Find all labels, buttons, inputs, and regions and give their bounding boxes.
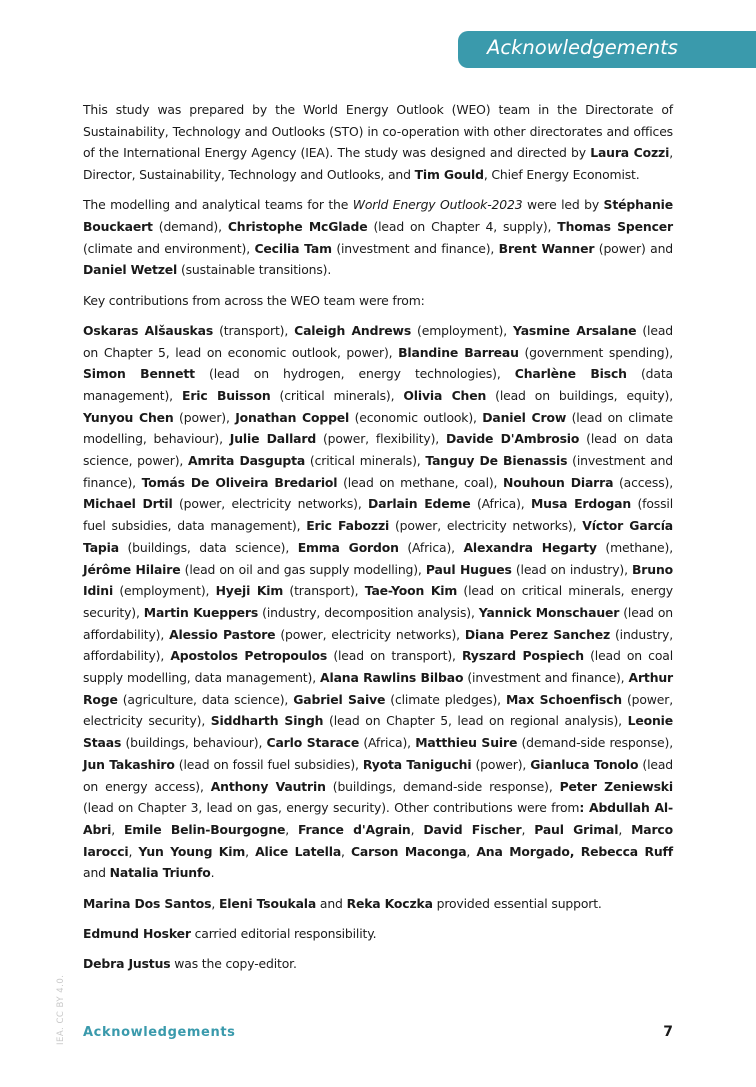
text-run: (agriculture, data science), [117,691,294,707]
name-text: Carson Maconga [350,843,467,859]
text-run: (lead on oil and gas supply modelling), [180,561,426,577]
name-text: Tomás De Oliveira Bredariol [141,474,338,490]
name-text: Michael Drtil [83,496,173,512]
text-run: , [521,822,535,837]
text-run: (buildings, behaviour), [121,735,267,751]
name-text: Bruno Idini [83,561,673,599]
name-text: Yunyou Chen [83,409,174,425]
text-run: (methane), [596,539,674,555]
name-text: Reka Koczka [346,895,433,911]
text-run: (transport), [213,322,295,338]
text-run: (critical minerals), [270,387,404,403]
text-run: (power, electricity networks), [389,518,583,534]
name-text: Apostolos Petropoulos [170,648,328,664]
text-run: , [128,843,139,859]
name-text: France d'Agrain [298,822,411,837]
name-text: Ryota Taniguchi [362,756,472,772]
paragraph [83,953,673,975]
text-run: (sustainable transitions). [177,262,332,278]
name-text: Martin Kueppers [143,604,259,620]
paragraph [83,99,673,186]
name-text: Jonathan Coppel [235,409,350,425]
paragraph [83,290,673,312]
name-text: Yun Young Kim [138,843,246,859]
text-run: (investment and finance), [331,240,499,256]
name-text: Marco Iarocci [83,822,673,859]
text-run: (access), [613,474,673,490]
text-run: (power, electricity networks), [275,626,465,642]
name-text: Laura Cozzi [590,145,670,161]
text-run: (lead on Chapter 4, supply), [367,219,558,235]
name-text: Eric Buisson [182,387,271,403]
name-text: Davide D'Ambrosio [445,431,580,447]
name-text: Peter Zeniewski [559,778,673,794]
text-run: . [210,865,215,881]
text-run: (industry, affordability), [83,626,674,664]
name-text: Alessio Pastore [169,626,276,642]
text-run: (demand-side response), [517,735,674,751]
name-text: Abdullah Al-Abri [83,800,673,837]
name-text: Ryszard Pospiech [461,648,584,664]
name-text: Ana Morgado, Rebecca Ruff [476,843,674,859]
text-run: (lead on industry), [511,561,633,577]
text-run: (lead on fossil fuel subsidies), [174,756,363,772]
name-text: Tanguy De Bienassis [425,453,568,469]
name-text: Yannick Monschauer [478,604,620,620]
name-text: Amrita Dasgupta [188,453,306,469]
text-run: and [316,895,347,911]
text-run: (transport), [283,583,365,599]
text-run: (Africa), [470,496,531,512]
name-text: Yasmine Arsalane [513,322,637,338]
name-text: Paul Grimal [534,822,619,837]
text-run: (lead on Chapter 5, lead on regional analysis), [323,713,628,729]
name-text: Simon Bennett [83,366,195,382]
name-text: Debra Justus [83,956,171,972]
name-text: Julie Dallard [229,431,317,447]
name-text: Cecilia Tam [254,240,332,256]
name-text: Natalia Triunfo [109,865,211,881]
name-text: David Fischer [423,822,522,837]
text-run: (lead on hydrogen, energy technologies), [194,366,515,382]
text-run: provided essential support. [432,895,602,911]
text-run: (fossil fuel subsidies, data management), [83,496,673,534]
name-text: Nouhoun Diarra [503,474,614,490]
name-text: Daniel Wetzel [83,262,178,278]
text-run: was the copy-editor. [170,956,297,972]
text-run: The modelling and analytical teams for the [83,197,353,213]
name-text: Víctor García Tapia [83,518,674,555]
name-text: Stéphanie Bouckaert [83,197,673,235]
text-run: (lead on data science, power), [83,431,674,469]
text-run: , [285,822,298,837]
name-text: Jérôme Hilaire [83,561,181,577]
name-text: : [579,800,589,816]
text-run: (lead on critical minerals, energy security), [83,583,673,620]
text-run: , Director, Sustainability, Technology and Outlooks, and [83,145,673,183]
text-run: , [211,895,219,911]
text-run: (investment and finance), [463,670,629,686]
name-text: Carlo Starace [266,735,360,751]
name-text: Anthony Vautrin [210,778,326,794]
paragraph [83,923,673,945]
name-text: Hyeji Kim [215,583,284,599]
name-text: Eric Fabozzi [306,518,390,534]
text-run: (Africa), [398,539,464,555]
text-run: (lead on affordability), [83,604,674,642]
name-text: Alice Latella [255,843,342,859]
text-run: , [245,843,256,859]
name-text: Siddharth Singh [210,713,324,729]
text-run: (industry, decomposition analysis), [258,604,479,620]
name-text: Emile Belin-Bourgogne [123,822,286,837]
section-header-tab [458,31,756,68]
text-run: , [410,822,424,837]
text-run: (economic outlook), [349,409,483,425]
text-run: and [83,865,110,881]
text-run: carried editorial responsibility. [190,925,377,941]
text-run: (lead on energy access), [83,756,674,794]
name-text: Gianluca Tonolo [530,756,639,772]
text-run: (climate pledges), [385,691,506,707]
section-title: Acknowledgements [487,36,678,59]
text-run: (employment), [411,322,514,338]
text-run: Key contributions from across the WEO team were from: [83,292,425,308]
license-watermark: IEA. CC BY 4.0. [56,974,66,1045]
text-run: (buildings, demand-side response), [325,778,560,794]
text-run: , [466,843,477,859]
name-text: Oskaras Alšauskas [83,322,214,338]
name-text: Blandine Barreau [398,344,519,360]
text-run: were led by [522,197,604,213]
text-run: (power, electricity networks), [172,496,369,512]
text-run: , [111,822,124,837]
text-run: , [341,843,351,859]
name-text: Edmund Hosker [83,925,191,941]
text-run: (power), [173,409,236,425]
text-run: (demand), [152,219,228,235]
name-text: Gabriel Saive [293,691,386,707]
name-text: Marina Dos Santos [83,895,212,911]
text-run: (power, flexibility), [316,431,446,447]
text-run: (power, electricity security), [83,691,673,729]
name-text: Max Schoenfisch [505,691,622,707]
paragraph [83,320,673,884]
name-text: Emma Gordon [297,539,399,555]
name-text: Tae-Yoon Kim [364,583,458,599]
text-run: This study was prepared by the World Energy Outlook (WEO) team in the Directorate of Sustainability, Technology and Outlooks (STO) in co-operation with other directorates and offices of the International Energy Agency (IEA). The study was designed and directed by [83,102,673,161]
text-run: (power) and [594,240,674,256]
name-text: Eleni Tsoukala [218,895,317,911]
name-text: Alana Rawlins Bilbao [320,670,464,686]
name-text: Leonie Staas [83,713,674,751]
name-text: Tim Gould [414,167,484,183]
name-text: Daniel Crow [482,409,567,425]
paragraph [83,194,673,281]
text-run: (climate and environment), [83,240,255,256]
name-text: Jun Takashiro [83,756,175,772]
name-text: Paul Hugues [425,561,512,577]
name-text: Musa Erdogan [531,496,632,512]
name-text: Darlain Edeme [368,496,471,512]
text-run: (power), [471,756,531,772]
name-text: Caleigh Andrews [294,322,412,338]
text-run: , Chief Energy Economist. [483,167,640,183]
text-run: (lead on Chapter 3, lead on gas, energy security). Other contributions were from [83,800,580,816]
text-run: (lead on transport), [327,648,462,664]
text-run: (lead on buildings, equity), [486,387,674,403]
text-run: (lead on climate modelling, behaviour), [83,409,674,447]
text-run: (employment), [113,583,216,599]
text-run: (lead on Chapter 5, lead on economic outlook, power), [83,322,673,360]
text-run: (data management), [83,366,673,403]
text-run: , [618,822,632,837]
body-text [83,99,673,983]
name-text: Thomas Spencer [557,219,673,235]
text-run: (lead on methane, coal), [337,474,504,490]
text-run: (investment and finance), [83,453,673,490]
name-text: Charlène Bisch [514,366,627,382]
text-run: (critical minerals), [305,453,426,469]
name-text: Olivia Chen [403,387,487,403]
text-run: (Africa), [359,735,416,751]
name-text: Brent Wanner [498,240,595,256]
text-run: (lead on coal supply modelling, data management), [83,648,674,686]
name-text: Matthieu Suire [415,735,518,751]
footer-section-name: Acknowledgements [83,1025,236,1040]
page-number: 7 [663,1024,673,1040]
text-run: (government spending), [518,344,673,360]
name-text: Alexandra Hegarty [463,539,597,555]
name-text: Christophe McGlade [227,219,368,235]
name-text: Diana Perez Sanchez [464,626,611,642]
text-run: (buildings, data science), [118,539,298,555]
paragraph [83,893,673,915]
text-run: World Energy Outlook-2023 [352,197,523,213]
name-text: Arthur Roge [83,670,673,707]
